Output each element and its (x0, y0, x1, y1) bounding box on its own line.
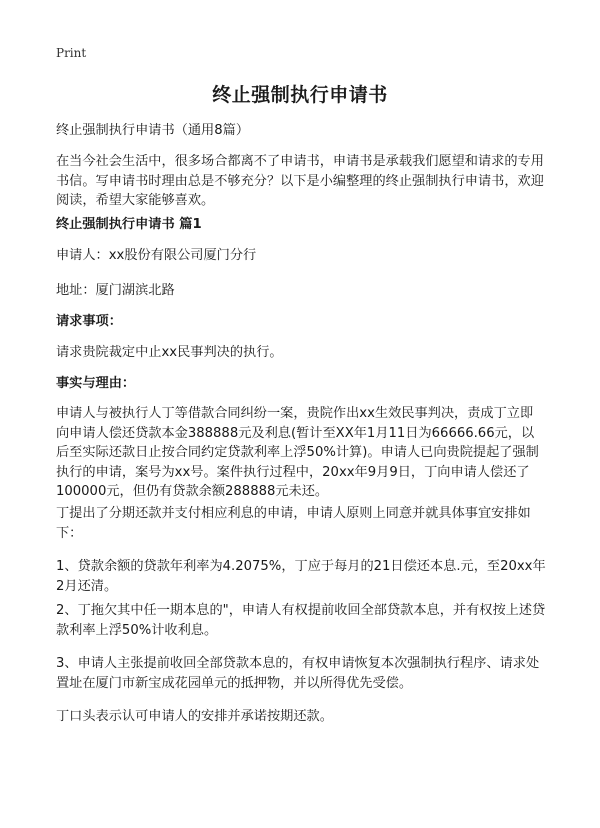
list-item: 1、贷款余额的贷款年利率为4.2075%，丁应于每月的21日偿还本息.元，至20xx年2月还清。 (56, 559, 546, 594)
list-item: 3、申请人主张提前收回全部贷款本息的，有权申请恢复本次强制执行程序、请求处置址在厦门市新宝成花园单元的抵押物，并以所得优先受偿。 (56, 656, 540, 691)
applicant-line: 申请人：xx股份有限公司厦门分行 (56, 248, 257, 263)
facts-body: 申请人与被执行人丁等借款合同纠纷一案，贵院作出xx生效民事判决，责成丁立即向申请人偿还贷款本金388888元及利息(暂计至XX年1月11日为66666.66元，以后至实际还款日止按合同约定贷款利率上浮50%计算)。申请人已向贵院提起了强制执行的申请，案号为xx号。案件执行过程中，20xx年9月9日，丁向申请人偿还了100000元，但仍有贷款余额288888元未还。 (56, 406, 539, 499)
request-body: 请求贵院裁定中止xx民事判决的执行。 (56, 345, 283, 360)
list-item: 2、丁拖欠其中任一期本息的"，申请人有权提前收回全部贷款本息，并有权按上述贷款利率上浮50%计收利息。 (56, 603, 546, 638)
print-link[interactable]: Print (56, 46, 87, 60)
document-subtitle: 终止强制执行申请书（通用8篇） (56, 123, 250, 138)
intro-paragraph: 在当今社会生活中，很多场合都离不了申请书，申请书是承载我们愿望和请求的专用书信。写申请书时理由总是不够充分？以下是小编整理的终止强制执行申请书，欢迎阅读，希望大家能够喜欢。 (56, 154, 544, 208)
section-heading: 终止强制执行申请书 篇1 (56, 217, 202, 232)
facts-heading: 事实与理由： (56, 376, 136, 391)
document-title: 终止强制执行申请书 (212, 84, 388, 106)
closing-paragraph: 丁口头表示认可申请人的安排并承诺按期还款。 (56, 709, 333, 724)
request-heading: 请求事项： (56, 314, 122, 329)
installment-intro: 丁提出了分期还款并支付相应利息的申请，申请人原则上同意并就具体事宜安排如下： (56, 506, 531, 541)
address-line: 地址：厦门湖滨北路 (56, 283, 175, 298)
